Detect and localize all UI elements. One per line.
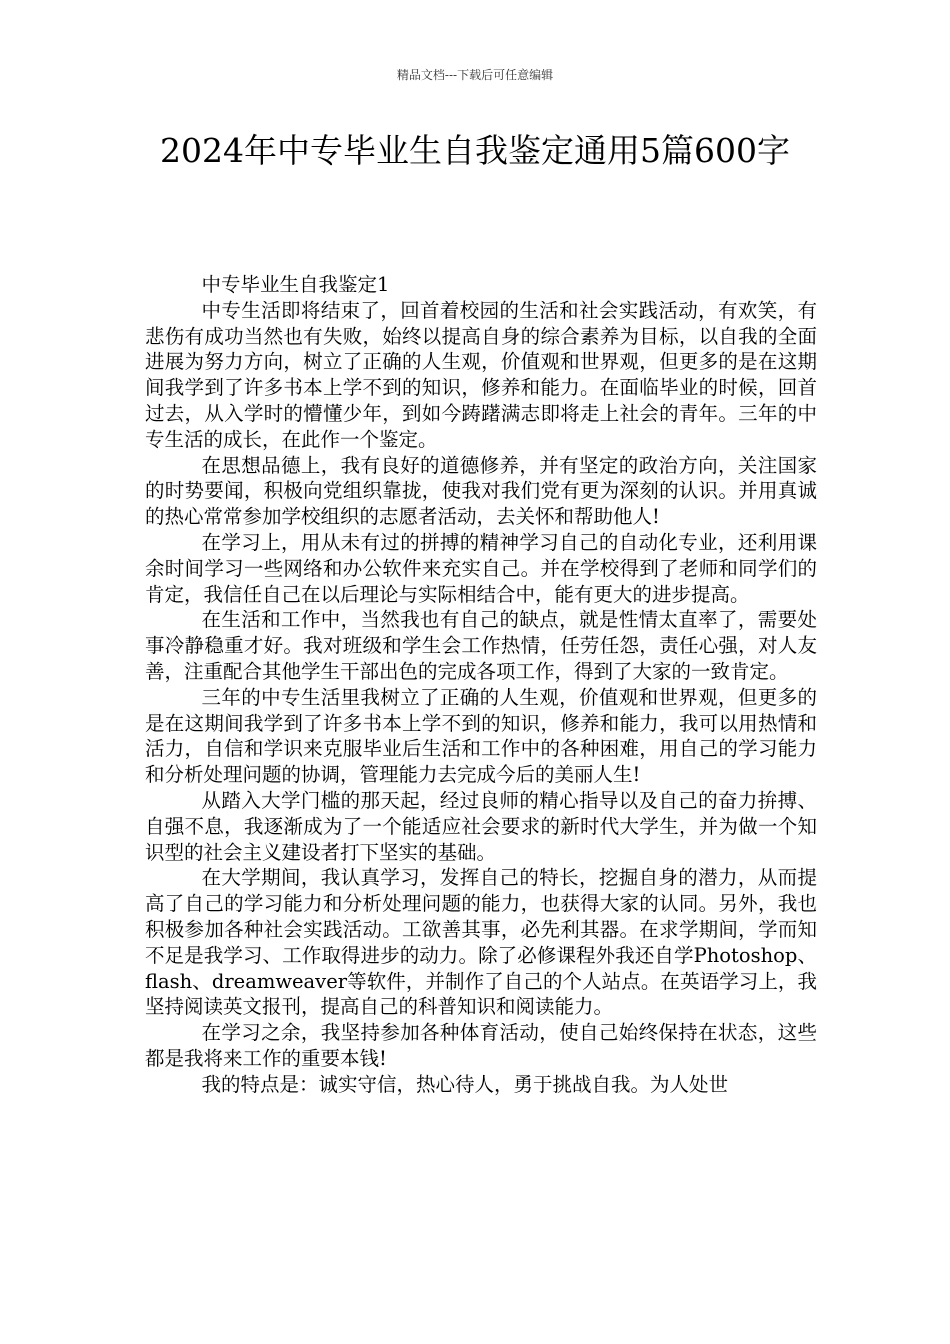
paragraph: 中专生活即将结束了，回首着校园的生活和社会实践活动，有欢笑，有悲伤有成功当然也有失败，始终以提高自身的综合素养为目标，以自我的全面进展为努力方向，树立了正确的人生观，价值观和世界观，但更多的是在这期间我学到了许多书本上学不到的知识，修养和能力。在面临毕业的时候，回首过去，从入学时的懵懂少年，到如今踌躇满志即将走上社会的青年。三年的中专生活的成长，在此作一个鉴定。: [145, 298, 817, 451]
paragraph: 在生活和工作中，当然我也有自己的缺点，就是性情太直率了，需要处事冷静稳重才好。我对班级和学生会工作热情，任劳任怨，责任心强，对人友善，注重配合其他学生干部出色的完成各项工作，得到了大家的一致肯定。: [145, 608, 817, 683]
section-heading: 中专毕业生自我鉴定1: [201, 273, 390, 296]
paragraph: 我的特点是：诚实守信，热心待人，勇于挑战自我。为人处世: [201, 1072, 729, 1096]
paragraph: 在思想品德上，我有良好的道德修养，并有坚定的政治方向，关注国家的时势要闻，积极向党组织靠拢，使我对我们党有更为深刻的认识。并用真诚的热心常常参加学校组织的志愿者活动，去关怀和帮助他人!: [145, 453, 817, 529]
header-note: 精品文档---下载后可任意编辑: [396, 68, 554, 82]
paragraph: 在学习之余，我坚持参加各种体育活动，使自己始终保持在状态，这些都是我将来工作的重要本钱!: [145, 1021, 817, 1070]
document-title: 2024年中专毕业生自我鉴定通用5篇600字: [160, 131, 790, 170]
paragraph: 三年的中专生活里我树立了正确的人生观，价值观和世界观，但更多的是在这期间我学到了许多书本上学不到的知识，修养和能力，我可以用热情和活力，自信和学识来克服毕业后生活和工作中的各种困难，用自己的学习能力和分析处理问题的协调，管理能力去完成今后的美丽人生!: [145, 685, 817, 787]
document-body: [145, 272, 817, 1098]
paragraph: 从踏入大学门槛的那天起，经过良师的精心指导以及自己的奋力拚搏、自强不息，我逐渐成为了一个能适应社会要求的新时代大学生，并为做一个知识型的社会主义建设者打下坚实的基础。: [145, 788, 817, 864]
paragraph: 在大学期间，我认真学习，发挥自己的特长，挖掘自身的潜力，从而提高了自己的学习能力和分析处理问题的能力，也获得大家的认同。另外，我也积极参加各种社会实践活动。工欲善其事，必先利其器。在求学期间，学而知不足是我学习、工作取得进步的动力。除了必修课程外我还自学Photoshop、flash、dreamweaver等软件，并制作了自己的个人站点。在英语学习上，我坚持阅读英文报刊，提高自己的科普知识和阅读能力。: [145, 866, 817, 1019]
paragraph: 在学习上，用从未有过的拼搏的精神学习自己的自动化专业，还利用课余时间学习一些网络和办公软件来充实自己。并在学校得到了老师和同学们的肯定，我信任自己在以后理论与实际相结合中，能有更大的进步提高。: [145, 530, 817, 606]
